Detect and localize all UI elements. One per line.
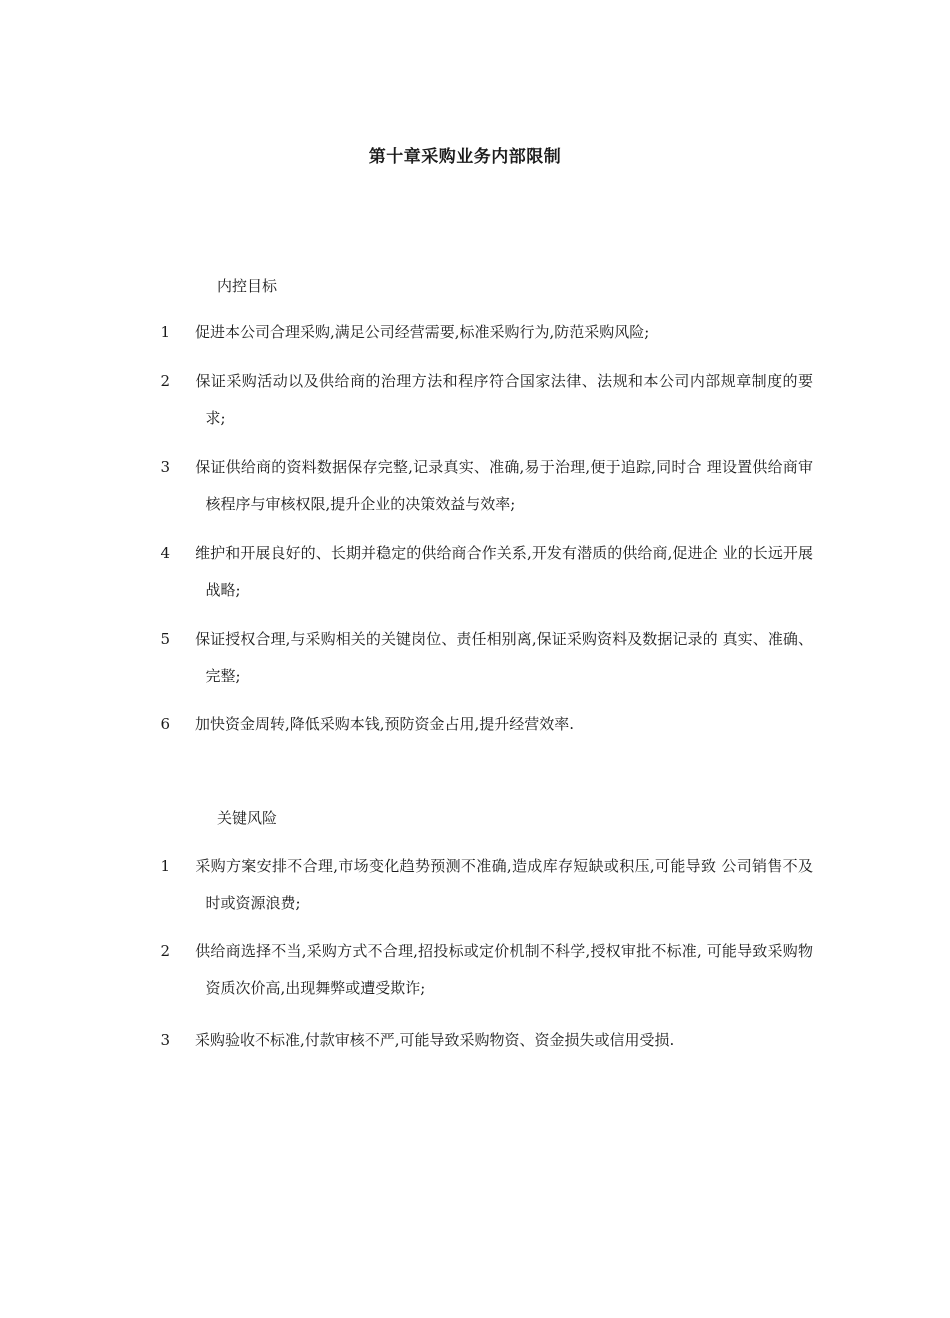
item-number: 5 xyxy=(160,630,171,648)
list-item xyxy=(160,933,813,1007)
item-number: 2 xyxy=(160,372,171,390)
list-item xyxy=(160,449,813,523)
list-item xyxy=(160,1022,813,1059)
list-item xyxy=(160,314,813,351)
item-text: 促进本公司合理采购,满足公司经营需要,标准采购行为,防范采购风险; xyxy=(195,323,650,341)
item-text: 采购验收不标准,付款审核不严,可能导致采购物资、资金损失或信用受损. xyxy=(195,1031,675,1049)
item-text: 维护和开展良好的、长期并稳定的供给商合作关系,开发有潜质的供给商,促进企 业的长远开展战略; xyxy=(195,544,813,599)
item-text: 保证授权合理,与采购相关的关键岗位、责任相别离,保证采购资料及数据记录的 真实、准确、完整; xyxy=(195,630,813,685)
list-item xyxy=(160,535,813,609)
item-text: 采购方案安排不合理,市场变化趋势预测不准确,造成库存短缺或积压,可能导致 公司销售不及时或资源浪费; xyxy=(195,857,813,912)
item-number: 3 xyxy=(160,458,171,476)
list-item xyxy=(160,363,813,437)
list-item xyxy=(160,621,813,695)
item-text: 加快资金周转,降低采购本钱,预防资金占用,提升经营效率. xyxy=(195,715,575,733)
list-item xyxy=(160,848,813,922)
item-text: 保证供给商的资料数据保存完整,记录真实、准确,易于治理,便于追踪,同时合 理设置供给商审核程序与审核权限,提升企业的决策效益与效率; xyxy=(195,458,813,513)
list-item xyxy=(160,706,813,743)
section-heading-key-risks: 关键风险 xyxy=(217,809,278,827)
item-number: 3 xyxy=(160,1031,171,1049)
item-number: 2 xyxy=(160,942,171,960)
item-number: 4 xyxy=(160,544,171,562)
section-heading-control-objectives: 内控目标 xyxy=(217,277,278,295)
item-text: 供给商选择不当,采购方式不合理,招投标或定价机制不科学,授权审批不标准, 可能导致采购物资质次价高,出现舞弊或遭受欺诈; xyxy=(195,942,813,997)
item-number: 6 xyxy=(160,715,171,733)
item-number: 1 xyxy=(160,857,171,875)
item-number: 1 xyxy=(160,323,171,341)
page-title: 第十章采购业务内部限制 xyxy=(368,147,562,167)
item-text: 保证采购活动以及供给商的治理方法和程序符合国家法律、法规和本公司内部规章制度的要求; xyxy=(195,372,813,427)
